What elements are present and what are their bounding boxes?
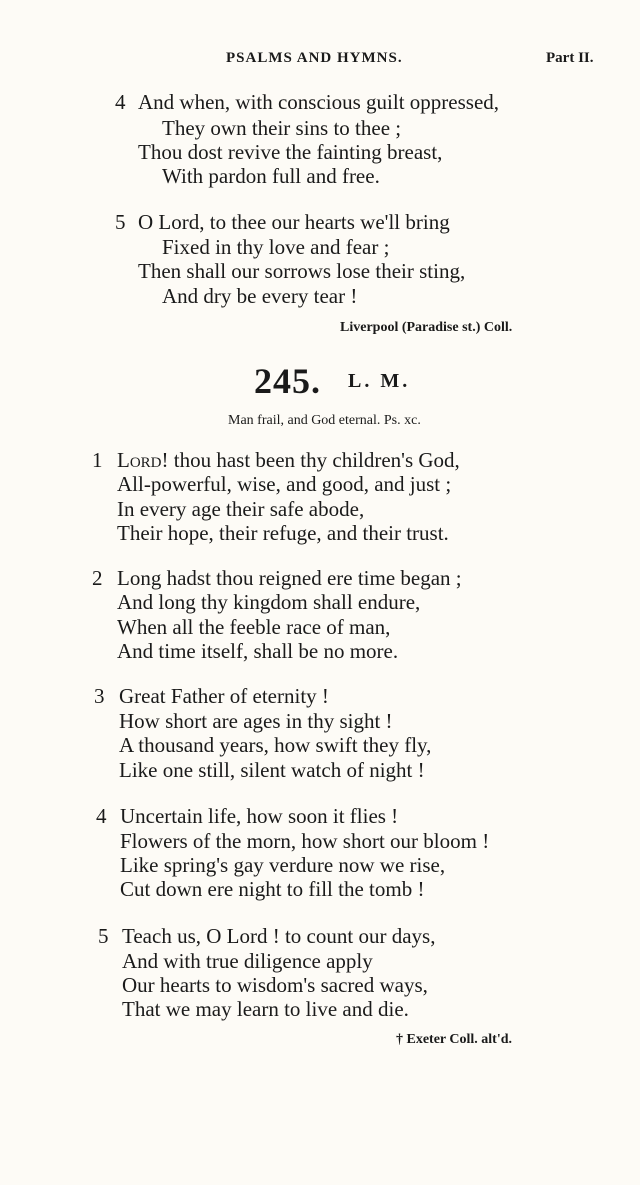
verse-line: Their hope, their refuge, and their trust. [117, 521, 449, 545]
verse-line: Thou dost revive the fainting breast, [138, 140, 443, 164]
verse-line: Then shall our sorrows lose their sting, [138, 259, 466, 283]
verse-line: When all the feeble race of man, [117, 615, 391, 639]
stanza-number: 3 [94, 684, 105, 708]
verse-line: Lord! thou hast been thy children's God, [117, 448, 460, 472]
attribution: Liverpool (Paradise st.) Coll. [340, 320, 513, 335]
part-label: Part II. [546, 50, 594, 66]
verse-line: Teach us, O Lord ! to count our days, [122, 924, 436, 948]
verse-line: Great Father of eternity ! [119, 684, 329, 708]
verse-line: That we may learn to live and die. [122, 997, 409, 1021]
verse-line: And dry be every tear ! [162, 284, 358, 308]
stanza-number: 5 [115, 210, 126, 234]
verse-line: Flowers of the morn, how short our bloom ! [120, 829, 490, 853]
verse-line: And with true diligence apply [122, 949, 373, 973]
verse-line: Long hadst thou reigned ere time began ; [117, 566, 462, 590]
verse-line: Cut down ere night to fill the tomb ! [120, 877, 425, 901]
verse-line: All-powerful, wise, and good, and just ; [117, 472, 452, 496]
verse-line: How short are ages in thy sight ! [119, 709, 393, 733]
stanza-number: 4 [115, 90, 126, 114]
stanza-number: 2 [92, 566, 103, 590]
stanza-number: 4 [96, 804, 107, 828]
hymn-subtitle: Man frail, and God eternal. Ps. xc. [228, 413, 421, 428]
verse-line: Fixed in thy love and fear ; [162, 235, 390, 259]
stanza-number: 5 [98, 924, 109, 948]
page-header [0, 50, 640, 72]
verse-line: Like one still, silent watch of night ! [119, 758, 425, 782]
running-title: PSALMS AND HYMNS. [226, 50, 403, 66]
verse-line: Our hearts to wisdom's sacred ways, [122, 973, 428, 997]
verse-line: And long thy kingdom shall endure, [117, 590, 421, 614]
verse-line: And when, with conscious guilt oppressed, [138, 90, 500, 114]
hymn-number: 245. [254, 361, 321, 401]
stanza-number: 1 [92, 448, 103, 472]
verse-line: Like spring's gay verdure now we rise, [120, 853, 446, 877]
verse-line: A thousand years, how swift they fly, [119, 733, 432, 757]
attribution: † Exeter Coll. alt'd. [396, 1032, 513, 1047]
verse-line: In every age their safe abode, [117, 497, 365, 521]
verse-line: O Lord, to thee our hearts we'll bring [138, 210, 450, 234]
verse-line: And time itself, shall be no more. [117, 639, 399, 663]
meter-label: L. M. [348, 370, 411, 392]
verse-line: Uncertain life, how soon it flies ! [120, 804, 399, 828]
first-word: Lord [117, 448, 162, 472]
verse-line: They own their sins to thee ; [162, 116, 402, 140]
verse-line: With pardon full and free. [162, 164, 380, 188]
